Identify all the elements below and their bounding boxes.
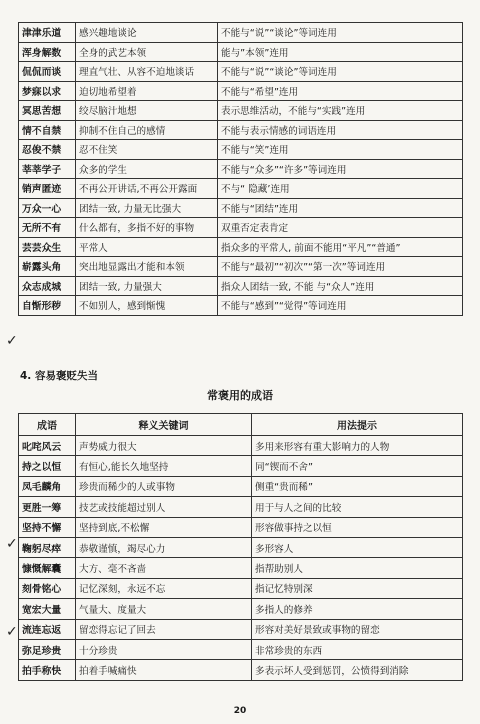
usage-cell: 多表示坏人受到惩罚，公愤得到消除 [252, 660, 463, 680]
table-row [19, 497, 463, 517]
meaning-cell: 大方、毫不吝啬 [76, 558, 252, 578]
meaning-cell: 抑制不住自己的感情 [76, 120, 218, 140]
table-header-row [19, 414, 463, 436]
usage-cell: 多指人的修养 [252, 599, 463, 619]
usage-cell: 形容对美好景致或事物的留恋 [252, 619, 463, 639]
table-row [19, 619, 463, 639]
idiom-cell: 流连忘返 [19, 619, 76, 639]
table-row [19, 218, 463, 238]
idiom-cell: 崭露头角 [19, 257, 76, 277]
idiom-cell: 众志成城 [19, 276, 76, 296]
table-row [19, 578, 463, 598]
idiom-cell: 无所不有 [19, 218, 76, 238]
idiom-usage-table-body [19, 23, 463, 316]
idiom-cell: 弥足珍贵 [19, 639, 76, 659]
idiom-cell: 拍手称快 [19, 660, 76, 680]
meaning-cell: 技艺或技能超过别人 [76, 497, 252, 517]
meaning-cell: 有恒心,能长久地坚持 [76, 456, 252, 476]
meaning-cell: 全身的武艺本领 [76, 42, 218, 62]
idiom-cell: 芸芸众生 [19, 237, 76, 257]
meaning-cell: 什么都有，多指不好的事物 [76, 218, 218, 238]
usage-cell: 不能与“众多”“许多”等词连用 [218, 159, 463, 179]
usage-cell: 不能与“感到”“觉得”等词连用 [218, 296, 463, 316]
meaning-cell: 恭敬谨慎，竭尽心力 [76, 537, 252, 557]
idiom-cell: 叱咤风云 [19, 436, 76, 456]
usage-cell: 不与“ 隐藏’连用 [218, 179, 463, 199]
idiom-cell: 万众一心 [19, 198, 76, 218]
commendatory-idioms-table-body [19, 436, 463, 681]
usage-cell: 多用来形容有重大影响力的人物 [252, 436, 463, 456]
usage-cell: 不能与“最初”“初次”“第一次”等词连用 [218, 257, 463, 277]
meaning-cell: 迫切地希望着 [76, 81, 218, 101]
check-mark-icon: ✓ [6, 333, 18, 349]
meaning-cell: 拍着手喊痛快 [76, 660, 252, 680]
table-row [19, 456, 463, 476]
idiom-cell: 浑身解数 [19, 42, 76, 62]
usage-cell: 形容做事持之以恒 [252, 517, 463, 537]
table-row [19, 237, 463, 257]
meaning-cell: 声势威力很大 [76, 436, 252, 456]
meaning-cell: 气量大、度量大 [76, 599, 252, 619]
meaning-cell: 团结一致, 力量无比强大 [76, 198, 218, 218]
column-header-idiom: 成语 [19, 414, 76, 436]
usage-cell: 指帮助别人 [252, 558, 463, 578]
idiom-cell: 持之以恒 [19, 456, 76, 476]
meaning-cell: 理直气壮、从容不迫地谈话 [76, 62, 218, 82]
usage-cell: 不能与“团结”连用 [218, 198, 463, 218]
meaning-cell: 团结一致, 力量强大 [76, 276, 218, 296]
meaning-cell: 不如别人，感到惭愧 [76, 296, 218, 316]
idiom-cell: 冥思苦想 [19, 101, 76, 121]
table-row [19, 257, 463, 277]
section-heading: 4. 容易褒贬失当 [20, 370, 98, 382]
idiom-usage-table [18, 22, 463, 316]
usage-cell: 指众人团结一致, 不能 与“众人”连用 [218, 276, 463, 296]
table-row [19, 23, 463, 43]
usage-cell: 同“锲而不舍” [252, 456, 463, 476]
table-row [19, 476, 463, 496]
table-row [19, 296, 463, 316]
table-title: 常褒用的成语 [207, 389, 273, 402]
meaning-cell: 平常人 [76, 237, 218, 257]
idiom-cell: 坚持不懈 [19, 517, 76, 537]
usage-cell: 不能与“笑”连用 [218, 140, 463, 160]
idiom-cell: 莘莘学子 [19, 159, 76, 179]
meaning-cell: 不再公开讲话,不再公开露面 [76, 179, 218, 199]
table-row [19, 62, 463, 82]
table-row [19, 179, 463, 199]
idiom-cell: 鞠躬尽瘁 [19, 537, 76, 557]
idiom-cell: 情不自禁 [19, 120, 76, 140]
idiom-cell: 侃侃而谈 [19, 62, 76, 82]
table-row [19, 159, 463, 179]
usage-cell: 用于与人之间的比较 [252, 497, 463, 517]
table-row [19, 436, 463, 456]
meaning-cell: 坚持到底,不松懈 [76, 517, 252, 537]
idiom-cell: 宽宏大量 [19, 599, 76, 619]
usage-cell: 不能与“希望”连用 [218, 81, 463, 101]
usage-cell: 双重否定表肯定 [218, 218, 463, 238]
usage-cell: 表示思维活动，不能与“实践”连用 [218, 101, 463, 121]
meaning-cell: 感兴趣地谈论 [76, 23, 218, 43]
usage-cell: 不能与“说”“谈论”等词连用 [218, 23, 463, 43]
idiom-cell: 凤毛麟角 [19, 476, 76, 496]
usage-cell: 非常珍贵的东西 [252, 639, 463, 659]
page-number: 20 [233, 706, 247, 716]
table-row [19, 660, 463, 680]
meaning-cell: 突出地显露出才能和本领 [76, 257, 218, 277]
table-row [19, 537, 463, 557]
idiom-cell: 自惭形秽 [19, 296, 76, 316]
table-row [19, 276, 463, 296]
usage-cell: 能与”本领”连用 [218, 42, 463, 62]
usage-cell: 不能与表示情感的词语连用 [218, 120, 463, 140]
idiom-cell: 津津乐道 [19, 23, 76, 43]
table-row [19, 42, 463, 62]
meaning-cell: 记忆深刻，永远不忘 [76, 578, 252, 598]
check-mark-icon: ✓ [6, 624, 18, 640]
idiom-cell: 更胜一筹 [19, 497, 76, 517]
column-header-usage: 用法提示 [252, 414, 463, 436]
table-row [19, 120, 463, 140]
meaning-cell: 众多的学生 [76, 159, 218, 179]
usage-cell: 不能与“说”“谈论”等词连用 [218, 62, 463, 82]
usage-cell: 侧重“贵而稀” [252, 476, 463, 496]
table-row [19, 81, 463, 101]
table-row [19, 558, 463, 578]
meaning-cell: 留恋得忘记了回去 [76, 619, 252, 639]
table-row [19, 140, 463, 160]
commendatory-idioms-table [18, 413, 463, 681]
usage-cell: 指众多的平常人, 前面不能用“平凡”“普通” [218, 237, 463, 257]
column-header-meaning: 释义关键词 [76, 414, 252, 436]
idiom-cell: 刻骨铭心 [19, 578, 76, 598]
idiom-cell: 慷慨解囊 [19, 558, 76, 578]
table-row [19, 198, 463, 218]
check-mark-icon: ✓ [6, 536, 18, 552]
meaning-cell: 绞尽脑汁地想 [76, 101, 218, 121]
idiom-cell: 梦寐以求 [19, 81, 76, 101]
table-row [19, 101, 463, 121]
table-row [19, 517, 463, 537]
usage-cell: 指记忆特别深 [252, 578, 463, 598]
meaning-cell: 忍不住笑 [76, 140, 218, 160]
meaning-cell: 十分珍贵 [76, 639, 252, 659]
meaning-cell: 珍贵而稀少的人或事物 [76, 476, 252, 496]
idiom-cell: 销声匿迹 [19, 179, 76, 199]
usage-cell: 多形容人 [252, 537, 463, 557]
table-row [19, 599, 463, 619]
idiom-cell: 忍俊不禁 [19, 140, 76, 160]
table-row [19, 639, 463, 659]
